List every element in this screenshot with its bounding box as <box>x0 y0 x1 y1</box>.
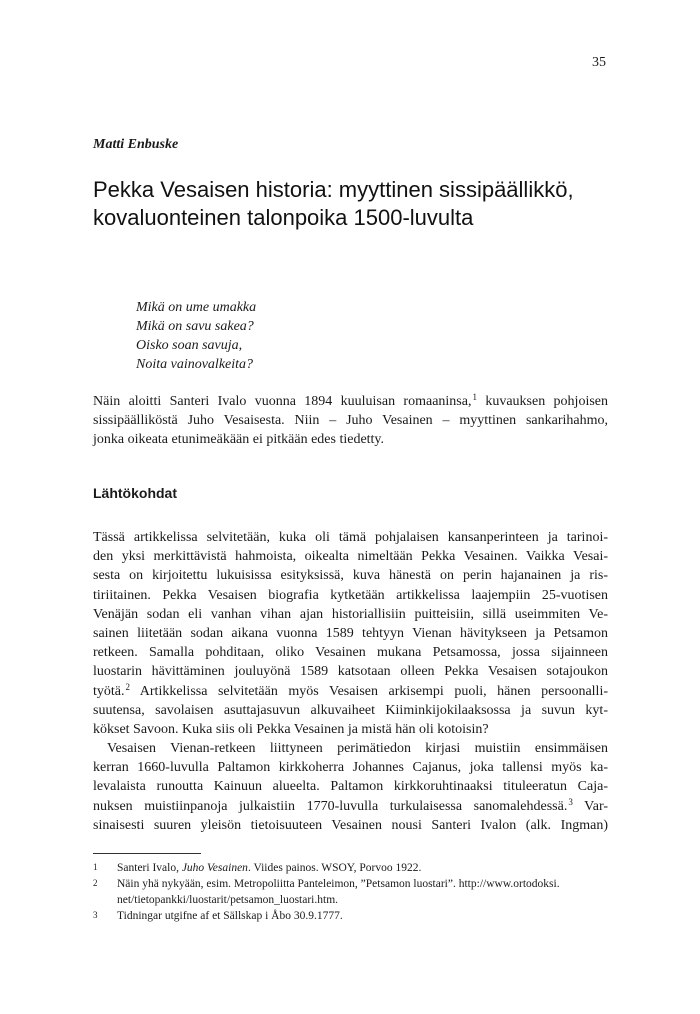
text-line <box>93 797 608 816</box>
footnote-number: 3 <box>93 910 98 920</box>
text-line: retkeen. Samalla pohditaan, oliko Vesainen mukana Petsamossa, jossa sijainneen <box>93 645 608 661</box>
text-line: jonka oikeata etunimeäkään ei pitkään edes tiedetty. <box>93 432 385 448</box>
footnote-text: Tidningar utgifne af et Sällskap i Åbo 30.9.1777. <box>117 910 343 922</box>
text-segment: . Viides painos. WSOY, Porvoo 1922. <box>247 862 422 874</box>
text-line: kökset Savoon. Kuka siis oli Pekka Vesainen ja mistä hän oli kotoisin? <box>93 721 489 737</box>
text-segment: kuvauksen pohjoisen <box>476 394 608 409</box>
footnote-ref[interactable]: 3 <box>568 796 573 807</box>
page-number: 35 <box>592 55 606 70</box>
text-line: tiriitainen. Pekka Vesaisen biografia kytketään artikkelissa laajempiin 25-vuotisen <box>93 587 608 603</box>
article-title <box>93 176 608 232</box>
epigraph-poem <box>136 298 256 374</box>
intro-paragraph <box>93 392 608 450</box>
text-segment: Näin aloitti Santeri Ivalo vuonna 1894 kuuluisan romaaninsa, <box>93 394 472 409</box>
footnote-2 <box>93 876 608 908</box>
text-line: Venäjän sodan eli vanhan vihan ajan historiallisiin puitteisiin, sillä useimmiten Ve- <box>93 606 608 622</box>
title-line: Pekka Vesaisen historia: myyttinen sissipäällikkö, <box>93 177 574 202</box>
footnote-number: 1 <box>93 862 98 872</box>
book-title: Juho Vesainen <box>181 862 248 874</box>
footnote-ref[interactable]: 1 <box>472 392 477 402</box>
text-line: luostarin hävittäminen jouluyönä 1589 katsotaan olleen Pekka Vesaisen sotajoukon <box>93 664 608 680</box>
section-heading: Lähtökohdat <box>93 485 177 501</box>
footnote-text <box>117 876 608 908</box>
text-line <box>93 682 608 701</box>
text-line: levalaista runoutta Kainuun alueelta. Paltamon kirkkoruhtinaaksi tituleeratun Caja- <box>93 779 608 795</box>
text-line: suutensa, savolaisen asuttajasuvun alkuvaiheet Kiiminkijokilaaksossa ja suvun kyt- <box>93 702 608 718</box>
footnote-link-cont[interactable]: net/tietopankki/luostarit/petsamon_luostari.htm. <box>117 894 339 906</box>
text-line: sainen liitetään sodan aikana vuonna 1589 tehtyyn Vienan hävitykseen ja Petsamon <box>93 625 608 641</box>
text-segment: työtä. <box>93 683 125 699</box>
author-name: Matti Enbuske <box>93 137 179 152</box>
text-line: sinaisesti suuren yleisön tietoisuuteen Vesainen nousi Santeri Ivalon (alk. Ingman) <box>93 817 608 833</box>
text-line: Tässä artikkelissa selvitetään, kuka oli tämä pohjalaisen kansanperinteen ja tarinoi- <box>93 530 608 545</box>
text-line: sissipäälliköstä Juho Vesaisesta. Niin – Juho Vesainen – myyttinen sankarihahmo, <box>93 413 608 429</box>
footnote-ref[interactable]: 2 <box>125 681 130 692</box>
text-line: sesta on kirjoitettu lukuisissa esityksissä, kuva hänestä on perin hajanainen ja ris- <box>93 568 608 584</box>
body-paragraph-2 <box>93 739 608 835</box>
footnote-link[interactable]: Näin yhä nykyään, esim. Metropoliitta Panteleimon, ”Petsamon luostari”. http://www.ortodoksi. <box>117 878 560 890</box>
footnote-3 <box>93 908 608 924</box>
footnotes <box>93 860 608 924</box>
text-segment: Artikkelissa selvitetään myös Vesaisen arkisempi puoli, hänen persoonalli- <box>130 683 608 699</box>
text-line <box>93 392 608 411</box>
poem-line: Mikä on ume umakka <box>136 300 257 315</box>
footnote-divider <box>93 853 201 854</box>
footnote-1 <box>93 860 608 876</box>
text-line: Vesaisen Vienan-retkeen liittyneen perimätiedon kirjasi muistiin ensimmäisen <box>107 741 608 756</box>
text-line: den yksi merkittävistä hahmoista, oikealta nimeltään Pekka Vesainen. Vaikka Vesai- <box>93 549 608 565</box>
poem-line: Mikä on savu sakea? <box>136 319 254 334</box>
footnote-text <box>117 860 608 876</box>
text-segment: Santeri Ivalo, <box>117 862 182 874</box>
poem-line: Oisko soan savuja, <box>136 338 243 353</box>
poem-line: Noita vainovalkeita? <box>136 357 254 372</box>
text-segment: Var- <box>572 798 608 814</box>
text-line: kerran 1660-luvulla Paltamon kirkkoherra Johannes Cajanus, joka tallensi myös ka- <box>93 760 608 776</box>
title-line: kovaluonteinen talonpoika 1500-luvulta <box>93 205 474 230</box>
body-paragraph-1 <box>93 528 608 739</box>
text-segment: nuksen muistiinpanoja julkaistiin 1770-luvulla turkulaisessa sanomalehdessä. <box>93 798 568 814</box>
footnote-number: 2 <box>93 878 98 888</box>
